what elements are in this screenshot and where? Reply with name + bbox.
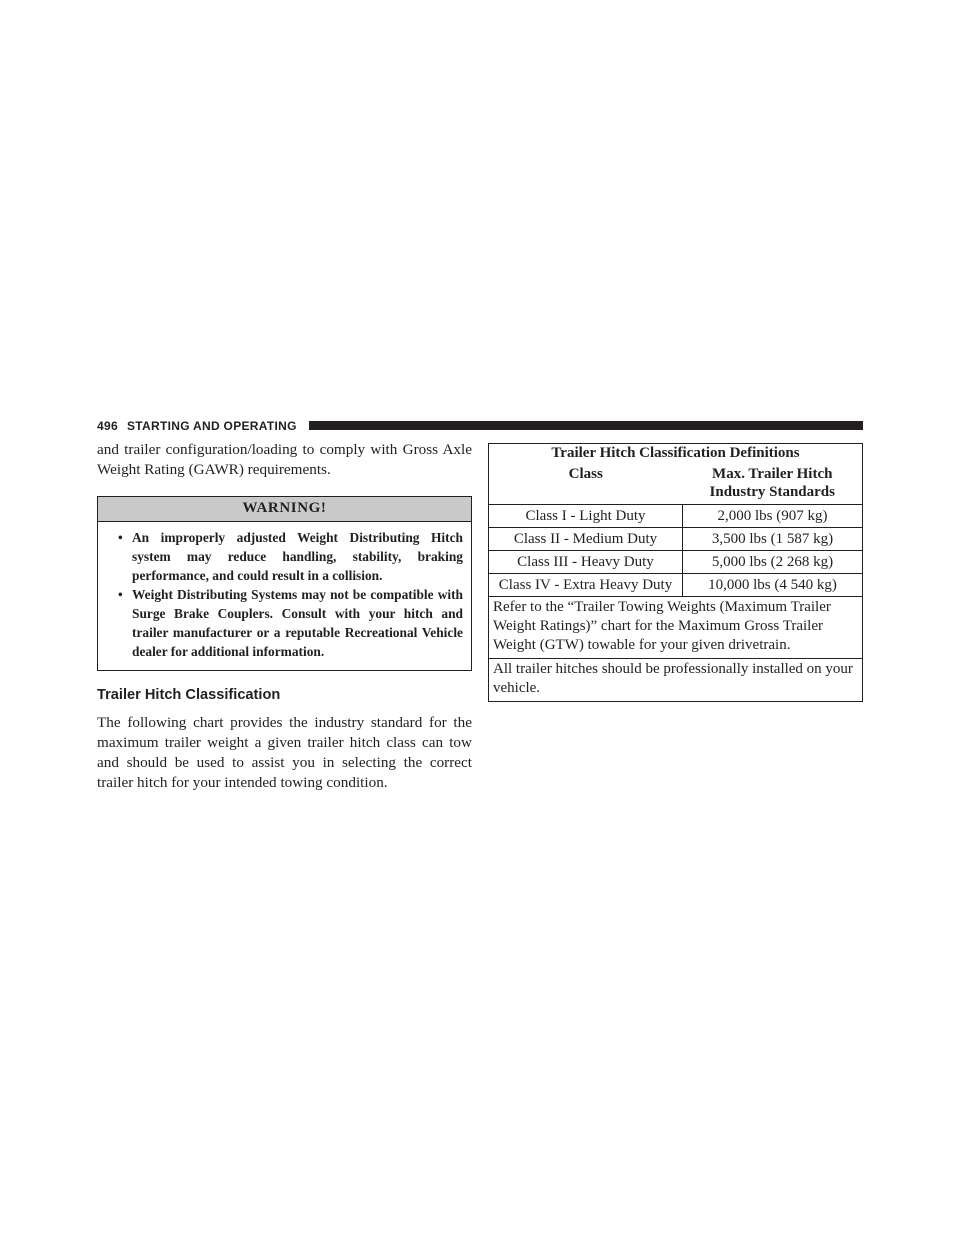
warning-list bbox=[98, 522, 471, 670]
max-weight-cell: 5,000 lbs (2 268 kg) bbox=[683, 551, 863, 574]
table-header-row bbox=[489, 465, 863, 505]
section-title: STARTING AND OPERATING bbox=[127, 419, 297, 433]
class-cell: Class IV - Extra Heavy Duty bbox=[489, 574, 683, 597]
header-rule bbox=[309, 421, 863, 430]
table-title: Trailer Hitch Classification Definitions bbox=[489, 444, 863, 466]
table-row bbox=[489, 528, 863, 551]
max-weight-cell: 2,000 lbs (907 kg) bbox=[683, 505, 863, 528]
warning-item bbox=[118, 528, 463, 585]
warning-item-text: Weight Distributing Systems may not be compatible with Surge Brake Couplers. Consult with your hitch and trailer manufacturer or a reputable Recreational Vehicle dealer for additional information. bbox=[132, 587, 463, 659]
warning-title: WARNING! bbox=[98, 497, 471, 522]
table-row bbox=[489, 574, 863, 597]
hitch-classification-table bbox=[488, 443, 863, 702]
class-cell: Class II - Medium Duty bbox=[489, 528, 683, 551]
warning-box bbox=[97, 496, 472, 671]
section-heading: Trailer Hitch Classification bbox=[97, 687, 281, 703]
class-cell: Class I - Light Duty bbox=[489, 505, 683, 528]
max-weight-cell: 10,000 lbs (4 540 kg) bbox=[683, 574, 863, 597]
table-caption-row bbox=[489, 444, 863, 466]
class-cell: Class III - Heavy Duty bbox=[489, 551, 683, 574]
column-header-class: Class bbox=[489, 465, 683, 505]
table-note: All trailer hitches should be professionally installed on your vehicle. bbox=[489, 659, 863, 702]
table-row bbox=[489, 505, 863, 528]
table-row bbox=[489, 551, 863, 574]
table-note-row bbox=[489, 659, 863, 702]
page-number: 496 bbox=[97, 419, 118, 433]
table-note-row bbox=[489, 597, 863, 659]
warning-item-text: An improperly adjusted Weight Distributing Hitch system may reduce handling, stability, braking performance, and could result in a collision. bbox=[132, 530, 463, 583]
table-note: Refer to the “Trailer Towing Weights (Maximum Trailer Weight Ratings)” chart for the Maximum Gross Trailer Weight (GTW) towable for your given drivetrain. bbox=[489, 597, 863, 659]
max-weight-cell: 3,500 lbs (1 587 kg) bbox=[683, 528, 863, 551]
section-body: The following chart provides the industry standard for the maximum trailer weight a given trailer hitch class can tow and should be used to assist you in selecting the correct trailer hitch for your intended towing condition. bbox=[97, 714, 472, 791]
column-header-max: Max. Trailer Hitch Industry Standards bbox=[683, 465, 863, 505]
warning-item bbox=[118, 585, 463, 661]
intro-paragraph: and trailer configuration/loading to comply with Gross Axle Weight Rating (GAWR) requirements. bbox=[97, 441, 472, 478]
bullet-icon: • bbox=[118, 587, 123, 602]
bullet-icon: • bbox=[118, 530, 123, 545]
left-column bbox=[97, 440, 472, 793]
right-column bbox=[488, 443, 863, 702]
page-header bbox=[97, 420, 863, 432]
